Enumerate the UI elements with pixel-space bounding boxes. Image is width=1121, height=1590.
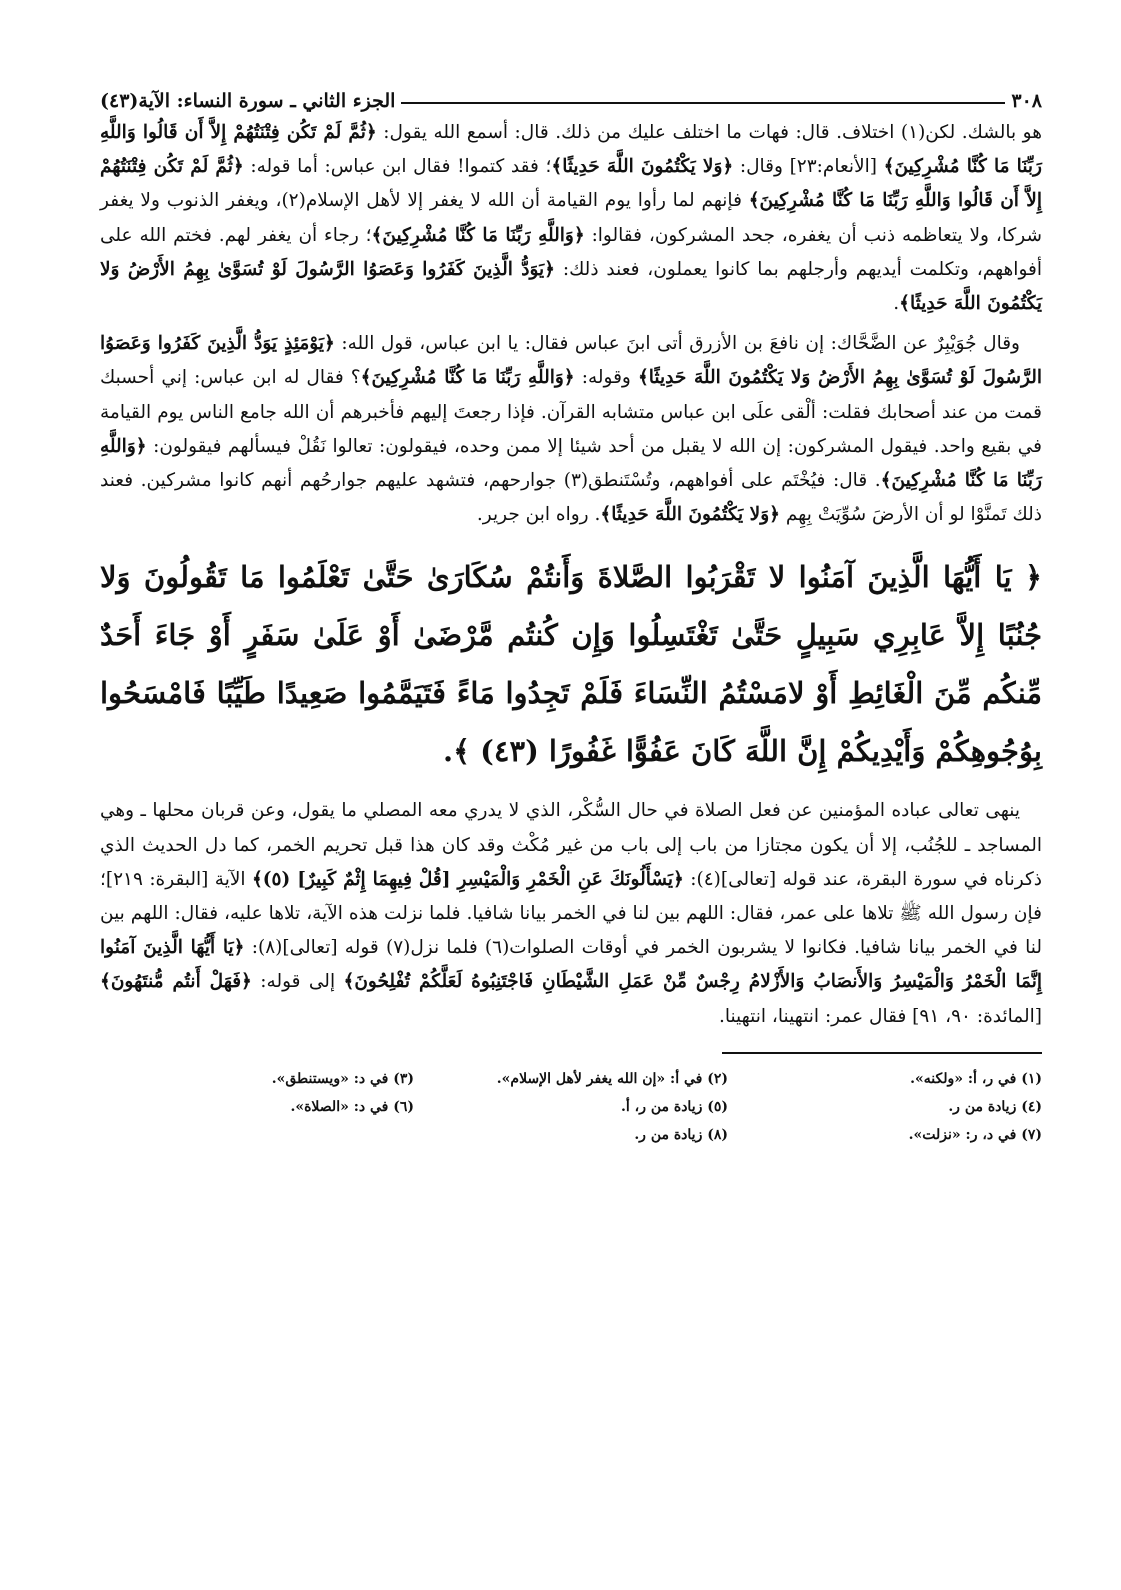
footnote: (٢) في أ: «إن الله يغفر لأهل الإسلام».	[496, 1070, 728, 1087]
footnote-rule	[722, 1052, 1042, 1054]
running-header	[100, 78, 1042, 112]
paragraph-text: ؛ رجاء أن يغفر لهم. فختم الله على أفواههم، وتكلمت أيديهم وأرجلهم بما كانوا يعملون، فعند ذلك:	[100, 224, 1042, 280]
footnote: (٣) في د: «ويستنطق».	[271, 1070, 414, 1087]
quran-quote: ﴿وَلا يَكْتُمُونَ اللَّهَ حَدِيثًا﴾	[551, 156, 734, 178]
footnote: (٤) زيادة من ر.	[948, 1098, 1042, 1115]
paragraph-text: . قال: فيُخْتَم على أفواههم، وتُسْتَنطق(٣) جوارحهم، فتشهد عليهم جوارحُهم أنهم كانوا مشركين. فعند ذلك تَمنَّوْا لو أن الأرضَ سُوِّيَتْ بِهِم	[100, 470, 1042, 526]
paragraph	[100, 327, 1042, 532]
quran-quote: ﴿وَاللَّهِ رَبِّنَا مَا كُنَّا مُشْرِكِينَ﴾	[360, 367, 575, 389]
footnote: (٦) في د: «الصلاة».	[290, 1098, 414, 1115]
paragraph-text: وقوله:	[574, 367, 638, 389]
paragraph-text: [المائدة: ٩٠، ٩١] فقال عمر: انتهينا، انتهينا.	[718, 1005, 1042, 1027]
paragraph-text: الآية [البقرة: ٢١٩]؛ فإن رسول الله ﷺ تلاها على عمر، فقال: اللهم بين لنا في الخمر بيانا شافيا. فلما نزلت هذه الآية، تلاها عليه، فقال: اللهم بين لنا في الخمر بيانا شافيا. فكانوا لا يشربون الخمر في أوقات الصلوات(٦) فلما نزل(٧) قوله [تعالى](٨):	[100, 868, 1042, 959]
paragraph-text: .	[893, 293, 900, 315]
footnotes	[100, 1068, 1042, 1146]
footnote: (٧) في د، ر: «نزلت».	[908, 1126, 1042, 1143]
quran-quote: ﴿وَاللَّهِ رَبِّنَا مَا كُنَّا مُشْرِكِينَ﴾	[371, 224, 585, 246]
paragraph	[100, 116, 1042, 321]
quran-quote: ﴿يَا أَيُّهَا الَّذِينَ آمَنُوا إِنَّمَا الْخَمْرُ وَالْمَيْسِرُ وَالأَنصَابُ وَالأَزْلامُ رِجْسٌ مِّنْ عَمَلِ الشَّيْطَانِ فَاجْتَنِبُوهُ لَعَلَّكُمْ تُفْلِحُونَ﴾	[100, 937, 1042, 993]
quran-quote: ﴿يَوْمَئِذٍ يَوَدُّ الَّذِينَ كَفَرُوا وَعَصَوُا الرَّسُولَ لَوْ تُسَوَّىٰ بِهِمُ الأَرْضُ وَلا يَكْتُمُونَ اللَّهَ حَدِيثًا﴾	[100, 333, 1042, 389]
page-number: ٣٠٨	[1011, 90, 1042, 112]
paragraph-text: [الأنعام:٢٣] وقال:	[733, 156, 884, 178]
quran-quote: ﴿يَوَدُّ الَّذِينَ كَفَرُوا وَعَصَوُا الرَّسُولَ لَوْ تُسَوَّىٰ بِهِمُ الأَرْضُ وَلا يَكْتُمُونَ اللَّهَ حَدِيثًا﴾	[100, 258, 1042, 315]
quran-verse: ﴿ يَا أَيُّهَا الَّذِينَ آمَنُوا لا تَقْرَبُوا الصَّلاةَ وَأَنتُمْ سُكَارَىٰ حَتَّىٰ تَعْلَمُوا مَا تَقُولُونَ وَلا جُنُبًا إِلاَّ عَابِرِي سَبِيلٍ حَتَّىٰ تَغْتَسِلُوا وَإِن كُنتُم مَّرْضَىٰ أَوْ عَلَىٰ سَفَرٍ أَوْ جَاءَ أَحَدٌ مِّنكُم مِّنَ الْغَائِطِ أَوْ لامَسْتُمُ النِّسَاءَ فَلَمْ تَجِدُوا مَاءً فَتَيَمَّمُوا صَعِيدًا طَيِّبًا فَامْسَحُوا بِوُجُوهِكُمْ وَأَيْدِيكُمْ إِنَّ اللَّهَ كَانَ عَفُوًّا غَفُورًا (٤٣) ﴾.	[100, 560, 1042, 769]
quran-quote: ﴿ثُمَّ لَمْ تَكُن فِتْنَتُهُمْ إِلاَّ أَن قَالُوا وَاللَّهِ رَبِّنَا مَا كُنَّا مُشْرِكِينَ﴾	[100, 156, 1042, 212]
commentary-after	[100, 794, 1042, 1033]
paragraph-text: ؟ فقال له ابن عباس: إني أحسبك قمت من عند أصحابك فقلت: ألْقى علَى ابن عباس متشابه القرآن. فإذا رجعتَ إليهم فأخبرهم أن الله جامع الناس يوم القيامة في بقيع واحد. فيقول المشركون: إن الله لا يقبل من أحد شيئا إلا ممن وحده، فيقولون: تعالوا نَقُلْ فيسألهم فيقولون:	[100, 367, 1042, 457]
quran-quote: ﴿فَهَلْ أَنتُم مُّنتَهُونَ﴾	[100, 971, 252, 993]
paragraph-text: إلى قوله:	[251, 971, 344, 993]
footnote: (١) في ر، أ: «ولكنه».	[910, 1070, 1042, 1087]
quran-quote: ﴿ثُمَّ لَمْ تَكُن فِتْنَتُهُمْ إِلاَّ أَن قَالُوا وَاللَّهِ رَبِّنَا مَا كُنَّا مُشْرِكِينَ﴾	[100, 122, 1042, 178]
paragraph-text: وقال جُوَيْبِرٌ عن الضَّحَّاك: إن نافعَ بن الأزرق أتى ابنَ عباس فقال: يا ابن عباس، قول الله:	[334, 333, 1020, 355]
book-page	[100, 78, 1042, 1146]
footnote: (٥) زيادة من ر، أ.	[621, 1098, 728, 1115]
paragraph-text: فإنهم لما رأوا يوم القيامة أن الله لا يغفر إلا لأهل الإسلام(٢)، ويغفر الذنوب ولا يغفر شركا، ولا يتعاظمه ذنب أن يغفره، جحد المشركون، فقالوا:	[100, 190, 1042, 246]
paragraph	[100, 794, 1042, 1033]
quran-quote: ﴿وَلا يَكْتُمُونَ اللَّهَ حَدِيثًا﴾	[600, 504, 780, 526]
running-title: الجزء الثاني ـ سورة النساء: الآية(٤٣)	[100, 90, 396, 112]
paragraph-text: ينهى تعالى عباده المؤمنين عن فعل الصلاة في حال السُّكْر، الذي لا يدري معه المصلي ما يقول، وعن قربان محلها ـ وهي المساجد ـ للجُنُب، إلا أن يكون مجتازا من باب إلى باب من غير مُكْث وقد كان هذا قبل تحريم الخمر، كما دل الحديث الذي ذكرناه في سورة البقرة، عند قوله [تعالى](٤):	[100, 800, 1043, 890]
header-rule	[401, 102, 1005, 104]
quran-quote: ﴿وَاللَّهِ رَبِّنَا مَا كُنَّا مُشْرِكِينَ﴾	[100, 435, 1042, 492]
commentary-before	[100, 116, 1042, 532]
footnote: (٨) زيادة من ر.	[634, 1126, 728, 1143]
paragraph-text: هو بالشك. لكن(١) اختلاف. قال: فهات ما اختلف عليك من ذلك. قال: أسمع الله يقول:	[376, 122, 1042, 143]
quran-quote: ﴿يَسْأَلُونَكَ عَنِ الْخَمْرِ وَالْمَيْسِرِ [قُلْ فِيهِمَا إِثْمٌ كَبِيرٌ] (٥)﴾	[251, 868, 684, 890]
paragraph-text: . رواه ابن جرير.	[476, 504, 601, 526]
paragraph-text: ؛ فقد كتموا! فقال ابن عباس: أما قوله:	[243, 156, 552, 178]
